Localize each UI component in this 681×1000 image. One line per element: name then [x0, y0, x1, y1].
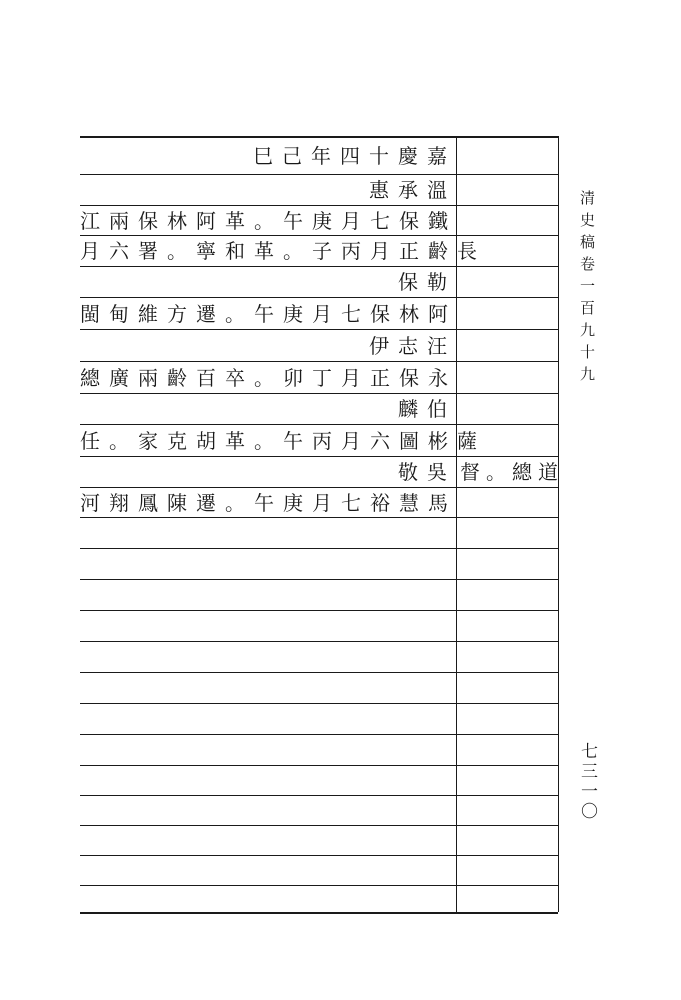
row-rule	[80, 734, 558, 735]
bottom-rule	[80, 912, 558, 914]
top-rule	[80, 136, 558, 138]
right-border	[558, 136, 559, 912]
entry-row: 閩甸維方遷。午庚月七保林阿	[80, 302, 457, 326]
row-rule	[80, 765, 558, 766]
row-rule	[80, 610, 558, 611]
entry-row: 麟伯	[398, 397, 456, 421]
entry-row: 總廣兩齡百卒。卯丁月正保永	[80, 366, 457, 390]
row-rule	[80, 825, 558, 826]
row-rule	[80, 795, 558, 796]
entry-row: 巳己年四十慶嘉	[253, 144, 456, 168]
entry-row: 伊志汪	[369, 334, 456, 358]
row-rule	[80, 329, 558, 330]
page-number: 七三一〇	[577, 742, 597, 822]
entry-row: 保勒	[398, 270, 456, 294]
entry-row: 任。家克胡革。午丙月六圖彬薩	[80, 429, 486, 453]
entry-row: 月六署。寧和革。子丙月正齡長	[80, 239, 486, 263]
entry-row: 江兩保林阿革。午庚月七保鐵	[80, 209, 457, 233]
row-rule	[80, 424, 558, 425]
row-rule	[80, 361, 558, 362]
row-rule	[80, 885, 558, 886]
row-rule	[80, 548, 558, 549]
row-rule	[80, 672, 558, 673]
row-rule	[80, 297, 558, 298]
entry-row: 河翔鳳陳遷。午庚月七裕慧馬	[80, 491, 457, 515]
entry-row: 敬吳	[398, 460, 456, 484]
row-rule	[80, 641, 558, 642]
entry-row: 惠承溫	[369, 178, 456, 202]
row-rule	[80, 855, 558, 856]
row-rule	[80, 703, 558, 704]
margin-title: 清史稿卷一百九十九	[578, 190, 596, 388]
right-column-label: 督。總道	[460, 460, 564, 484]
row-rule	[80, 579, 558, 580]
